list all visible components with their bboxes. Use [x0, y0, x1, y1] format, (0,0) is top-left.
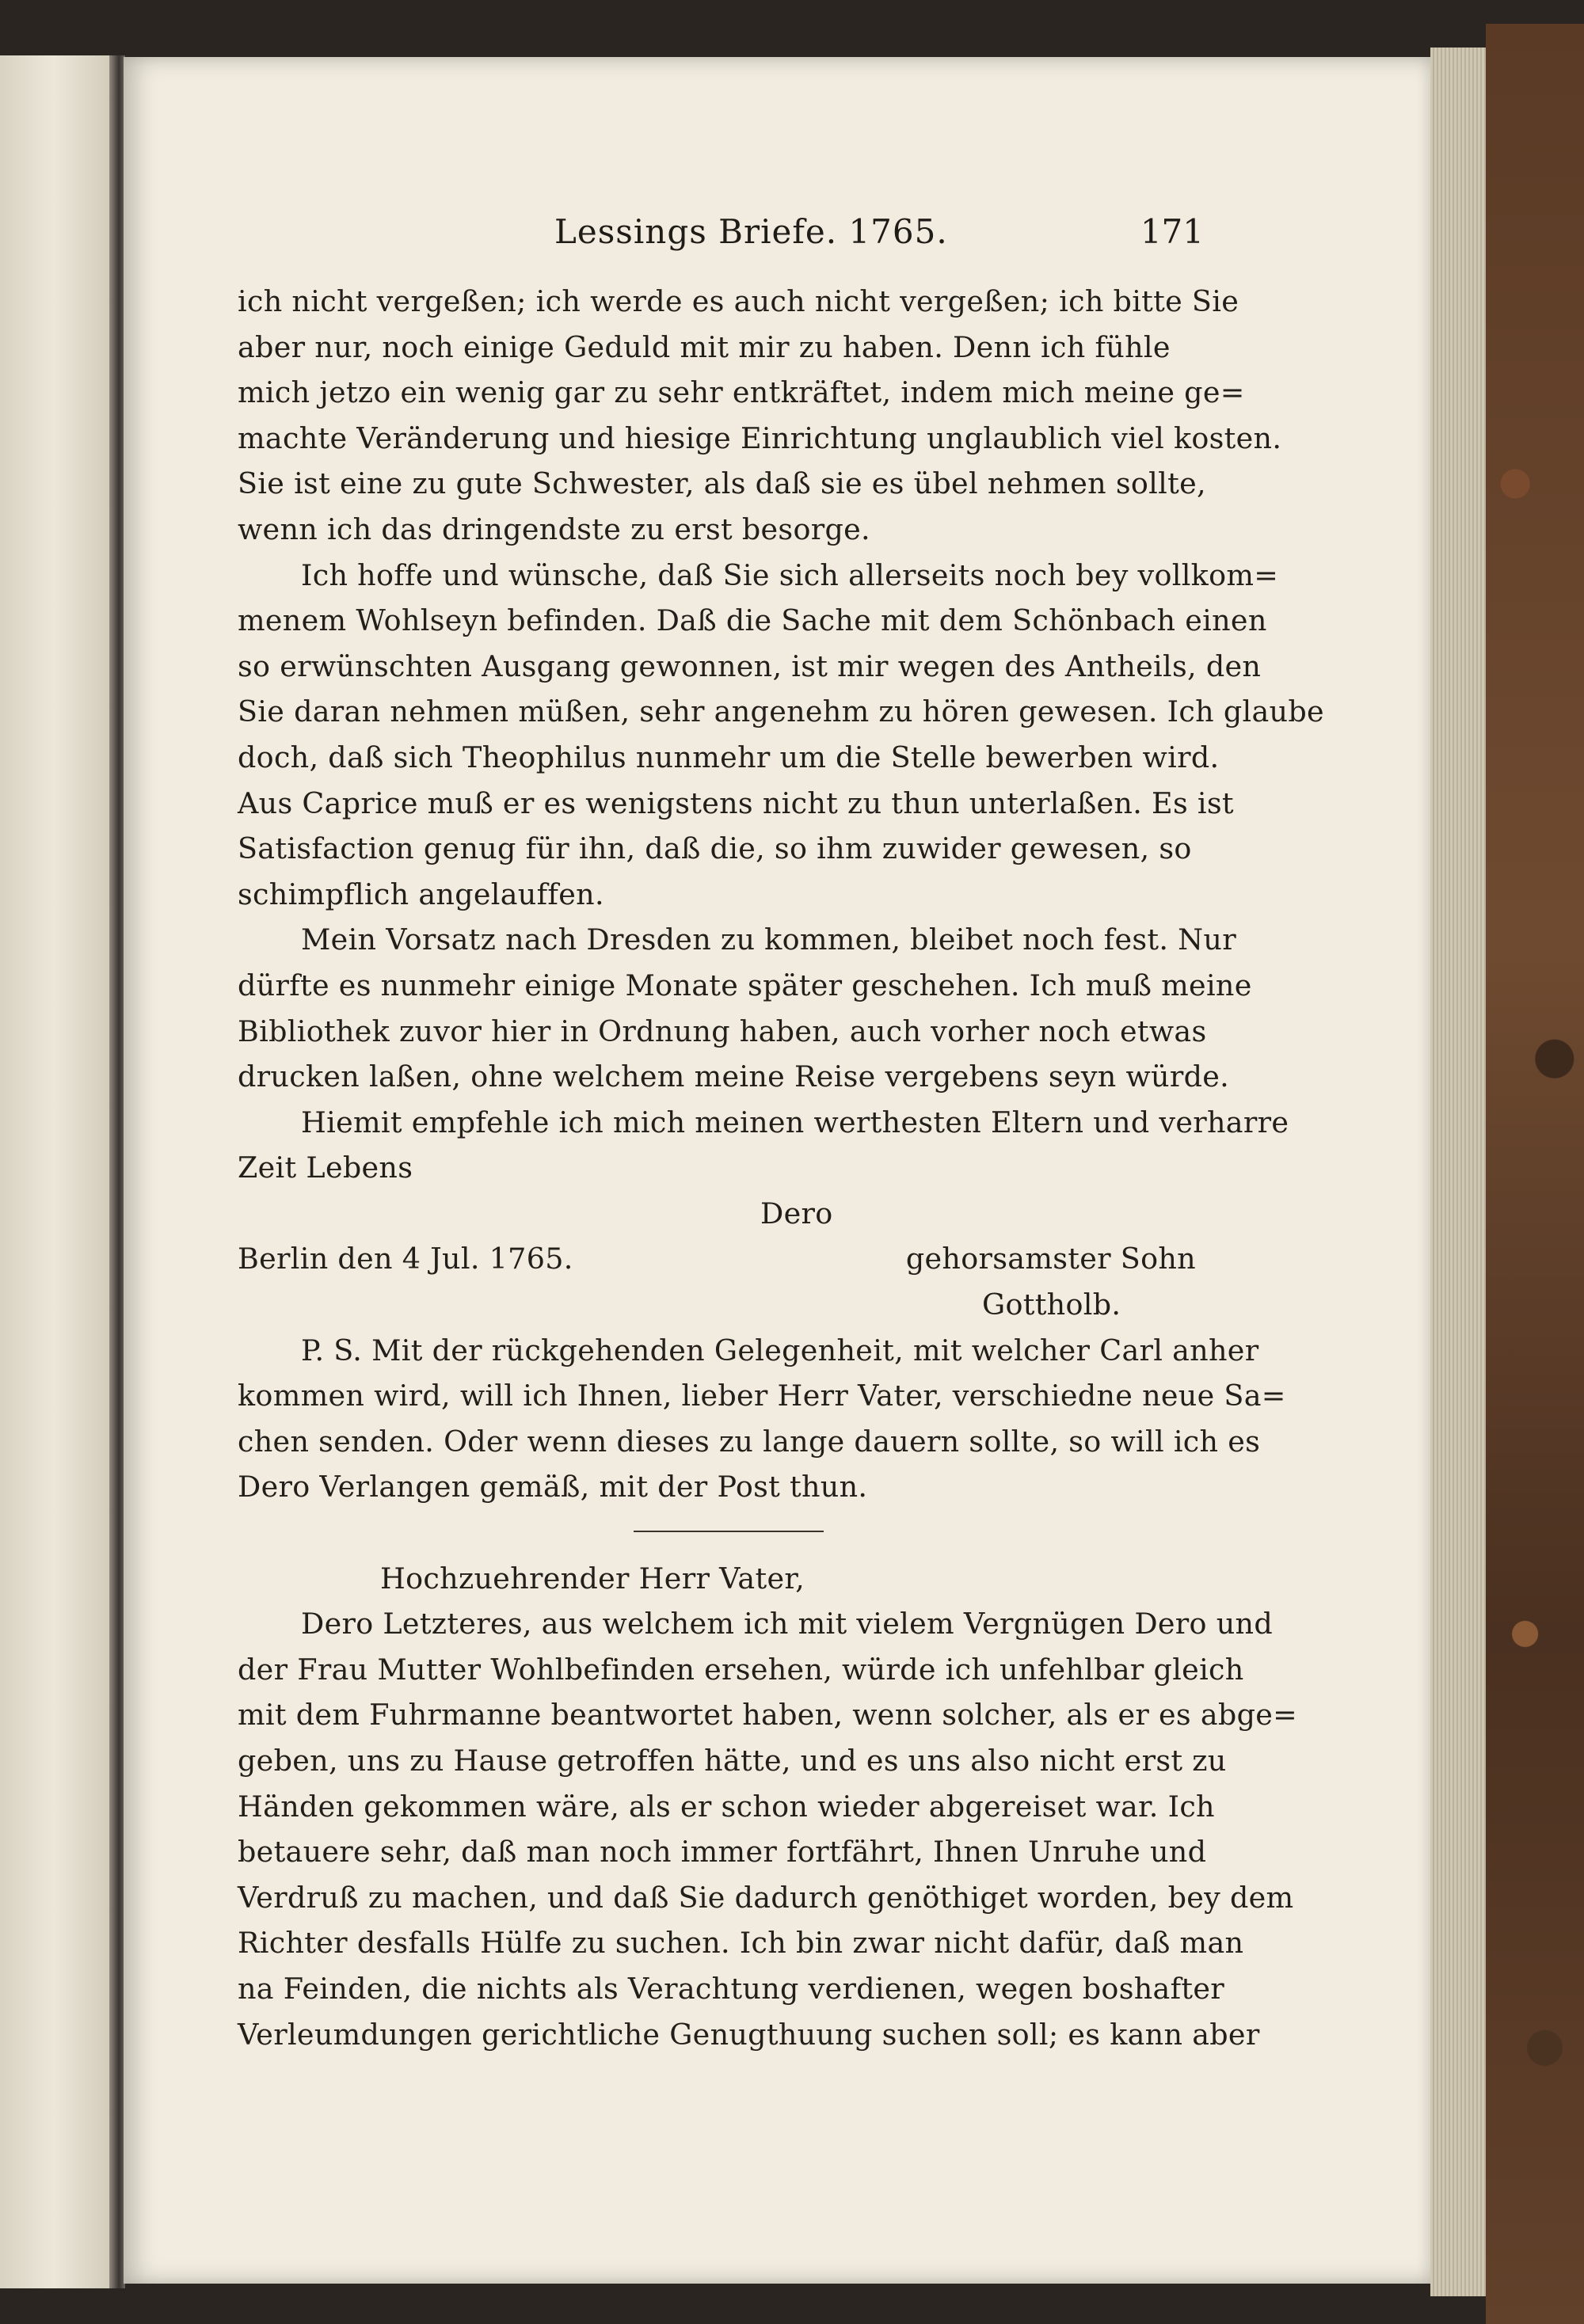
postscript-line: chen senden. Oder wenn dieses zu lange dauern sollte, so will ich es — [238, 1424, 1261, 1459]
text-line: der Frau Mutter Wohlbefinden ersehen, würde ich unfehlbar gleich — [238, 1652, 1244, 1687]
signature-row — [238, 1236, 1212, 1282]
text-line: menem Wohlseyn befinden. Daß die Sache mit dem Schönbach einen — [238, 603, 1267, 638]
text-line: wenn ich das dringendste zu erst besorge. — [238, 512, 870, 546]
text-line: so erwünschten Ausgang gewonnen, ist mir wegen des Antheils, den — [238, 649, 1262, 683]
place-date: Berlin den 4 Jul. 1765. — [238, 1242, 573, 1276]
postscript-line: Dero Verlangen gemäß, mit der Post thun. — [238, 1470, 868, 1504]
body-text — [238, 279, 1324, 2057]
text-line: Satisfaction genug für ihn, daß die, so ihm zuwider gewesen, so — [238, 831, 1192, 866]
letter-salutation: Hochzuehrender Herr Vater, — [380, 1561, 805, 1596]
page-header — [238, 212, 1204, 260]
text-line: machte Veränderung und hiesige Einrichtung unglaublich viel kosten. — [238, 420, 1282, 455]
text-line: schimpflich angelauffen. — [238, 877, 604, 911]
page-edges — [1430, 48, 1486, 2296]
book-gutter — [109, 55, 125, 2288]
text-line: Dero Letzteres, aus welchem ich mit vielem Vergnügen Dero und — [301, 1607, 1274, 1641]
text-line: mit dem Fuhrmanne beantwortet haben, wenn solcher, als er es abge= — [238, 1698, 1298, 1733]
text-line: Zeit Lebens — [238, 1151, 413, 1185]
running-title: Lessings Briefe. 1765. — [554, 212, 948, 251]
text-line: Verleumdungen gerichtliche Genugthuung suchen soll; es kann aber — [238, 2017, 1260, 2052]
signature-dero: Dero — [760, 1196, 833, 1230]
text-line: doch, daß sich Theophilus nunmehr um die Stelle bewerben wird. — [238, 740, 1220, 774]
text-line: Händen gekommen wäre, als er schon wieder abgereiset war. Ich — [238, 1789, 1215, 1824]
marbled-cover — [1486, 24, 1584, 2324]
left-page-edge — [0, 55, 119, 2288]
signature-closing: gehorsamster Sohn — [905, 1242, 1196, 1276]
text-line: betauere sehr, daß man noch immer fortfährt, Ihnen Unruhe und — [238, 1835, 1207, 1869]
text-line: Aus Caprice muß er es wenigstens nicht zu thun unterlaßen. Es ist — [238, 785, 1234, 820]
text-line: Sie ist eine zu gute Schwester, als daß sie es übel nehmen sollte, — [238, 466, 1206, 501]
text-line: drucken laßen, ohne welchem meine Reise vergebens seyn würde. — [238, 1059, 1230, 1094]
text-line: Bibliothek zuvor hier in Ordnung haben, auch vorher noch etwas — [238, 1014, 1207, 1048]
signature-name: Gottholb. — [982, 1288, 1121, 1322]
text-line: na Feinden, die nichts als Verachtung verdienen, wegen boshafter — [238, 1971, 1225, 2006]
page-number: 171 — [1140, 212, 1204, 251]
text-line: Verdruß zu machen, und daß Sie dadurch genöthiget worden, bey dem — [238, 1880, 1294, 1915]
text-line: Sie daran nehmen müßen, sehr angenehm zu hören gewesen. Ich glaube — [238, 694, 1324, 729]
text-line: Mein Vorsatz nach Dresden zu kommen, bleibet noch fest. Nur — [301, 922, 1236, 957]
text-line: ich nicht vergeßen; ich werde es auch nicht vergeßen; ich bitte Sie — [238, 284, 1239, 318]
section-divider — [238, 1510, 1212, 1556]
postscript-line: kommen wird, will ich Ihnen, lieber Herr Vater, verschiedne neue Sa= — [238, 1379, 1286, 1413]
text-line: Hiemit empfehle ich mich meinen werthesten Eltern und verharre — [301, 1105, 1289, 1139]
text-line: aber nur, noch einige Geduld mit mir zu haben. Denn ich fühle — [238, 329, 1171, 364]
text-line: mich jetzo ein wenig gar zu sehr entkräftet, indem mich meine ge= — [238, 375, 1245, 410]
text-line: geben, uns zu Hause getroffen hätte, und es uns also nicht erst zu — [238, 1744, 1227, 1778]
postscript-line: P. S. Mit der rückgehenden Gelegenheit, mit welcher Carl anher — [301, 1333, 1259, 1367]
text-line: Ich hoffe und wünsche, daß Sie sich allerseits noch bey vollkom= — [301, 557, 1279, 592]
text-line: dürfte es nunmehr einige Monate später geschehen. Ich muß meine — [238, 968, 1252, 1002]
text-line: Richter desfalls Hülfe zu suchen. Ich bin zwar nicht dafür, daß man — [238, 1926, 1244, 1961]
